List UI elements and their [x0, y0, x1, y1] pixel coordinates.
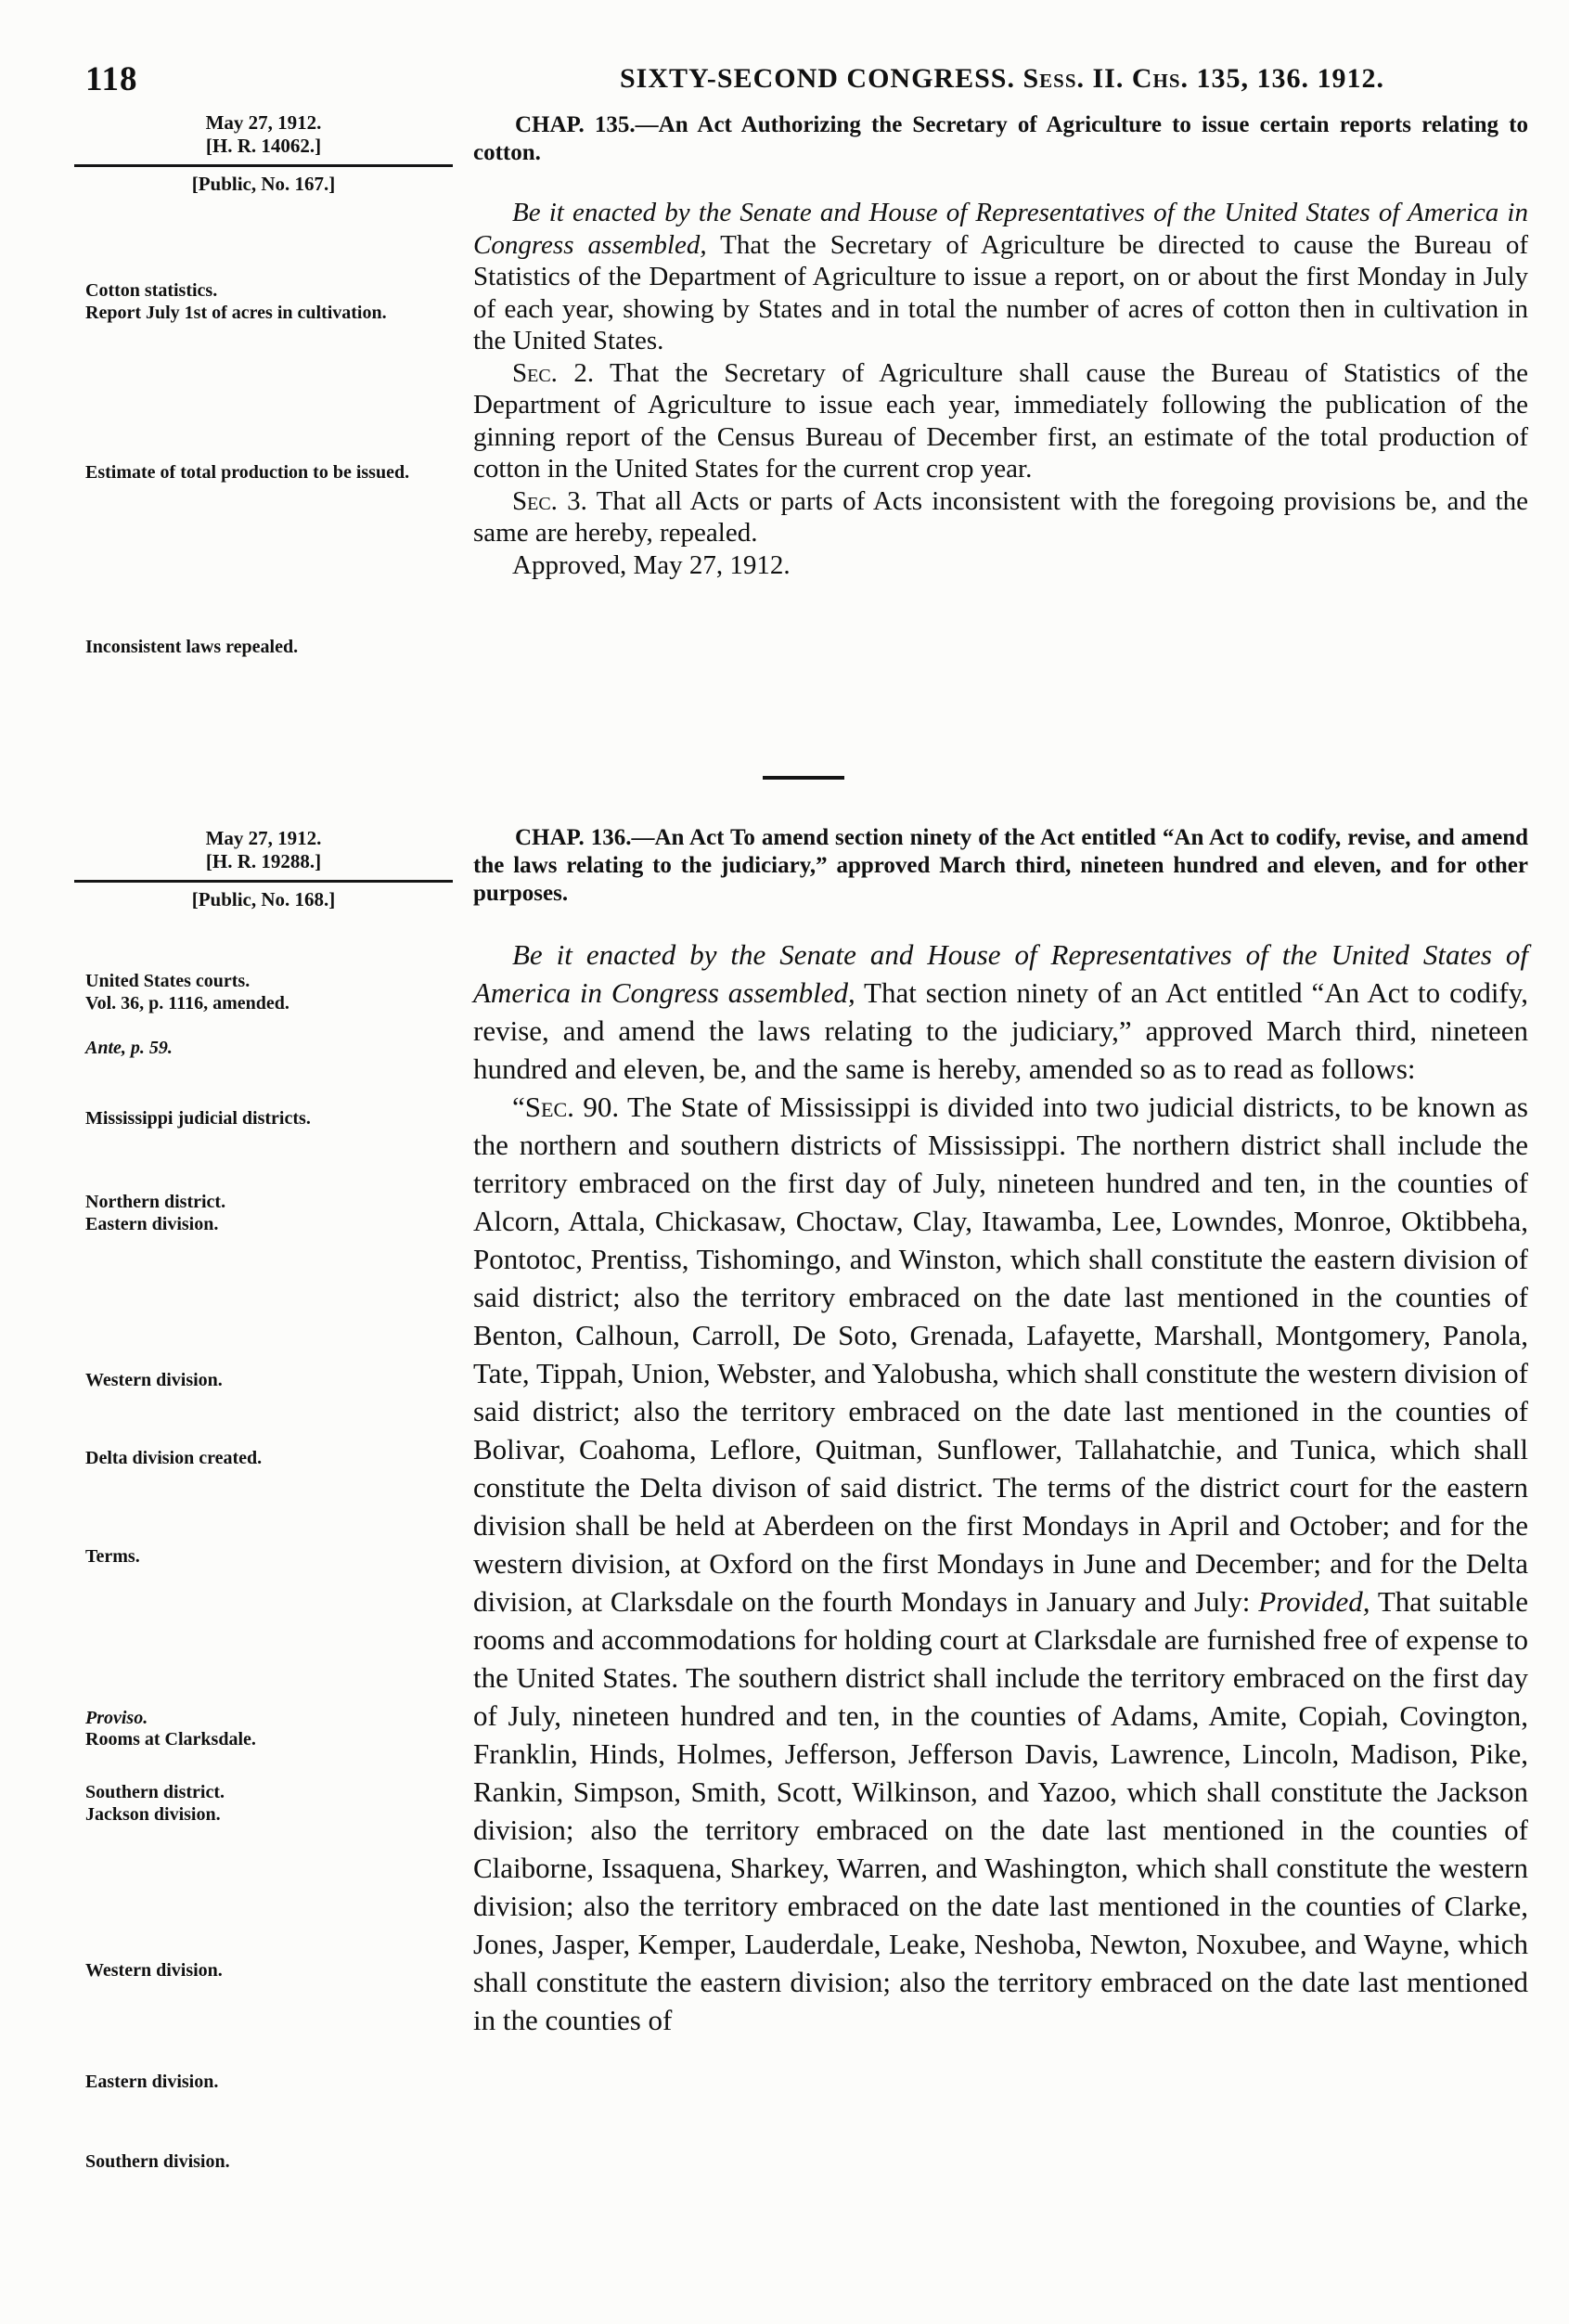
sidenote-rooms-clarksdale: Rooms at Clarksdale. — [85, 1729, 256, 1749]
sidenote-delta-created: Delta division created. — [85, 1448, 263, 1468]
act135-approved-line: Approved, May 27, 1912. — [512, 549, 791, 580]
act136-margin-ref — [74, 827, 453, 911]
margin-rule — [74, 164, 453, 167]
act135-margin-bill: [H. R. 14062.] — [205, 135, 322, 157]
sidenote-estimate-production: Estimate of total production to be issued. — [85, 462, 410, 483]
act135-section-2 — [473, 357, 1528, 485]
act135-margin-ref — [74, 111, 453, 196]
act135-enacting-paragraph — [473, 197, 1528, 357]
sidenote-ante-ref: Ante, p. 59. — [85, 1038, 173, 1058]
act135-sec2-text: That the Secretary of Agriculture shall cause the Bureau of Statistics of the Department of Agriculture to issue each year, immediately following the publication of the ginning report of the Census Bureau of December first, an estimate of the total production of cotton in the United States for the current crop year. — [473, 357, 1528, 484]
act135-sec3-label: Sec. 3. — [512, 485, 587, 516]
act135-sec3-text: That all Acts or parts of Acts inconsistent with the foregoing provisions be, and the same are hereby, repealed. — [473, 485, 1528, 548]
act136-margin-public-no: [Public, No. 168.] — [191, 888, 336, 910]
running-head: SIXTY-SECOND CONGRESS. Sess. II. Chs. 135, 136. 1912. — [619, 63, 1385, 94]
sidenote-southern-division: Southern division. — [85, 2151, 230, 2172]
page-number: 118 — [85, 60, 138, 98]
act136-enacting-paragraph — [473, 936, 1528, 1088]
sidenote-us-courts: United States courts. — [85, 971, 251, 991]
act135-body — [473, 197, 1528, 581]
act136-sec90-label: “Sec. 90. — [512, 1091, 620, 1123]
act135-enacting-formula: Be it enacted by the Senate and House of Representatives of the United States of America in Congress assembled, — [473, 198, 1528, 260]
act136-enacting-text: That section ninety of an Act entitled “An Act to codify, revise, and amend the laws relating to the judiciary,” approved March third, nineteen hundred and eleven, be, and the same is hereby, amended so as to read as follows: — [473, 976, 1528, 1085]
act136-body — [473, 936, 1528, 2039]
act136-margin-date: May 27, 1912. — [205, 827, 322, 849]
sidenote-southern-district: Southern district. — [85, 1782, 225, 1802]
sidenote-eastern-division-2: Eastern division. — [85, 2072, 219, 2092]
act136-heading: CHAP. 136.—An Act To amend section ninety of the Act entitled “An Act to codify, revise, and amend the laws relating to the judiciary,” approved March third, nineteen hundred and eleven, and for other purposes. — [473, 825, 1528, 906]
act135-heading: CHAP. 135.—An Act Authorizing the Secretary of Agriculture to issue certain reports relating to cotton. — [473, 112, 1528, 165]
act136-section-90 — [473, 1088, 1528, 2039]
act-divider-rule — [763, 776, 844, 780]
margin-rule — [74, 880, 453, 883]
act135-sec2-label: Sec. 2. — [512, 357, 595, 388]
sidenote-northern-district: Northern district. — [85, 1192, 226, 1212]
act136-margin-bill: [H. R. 19288.] — [205, 850, 322, 872]
act135-enacting-text: That the Secretary of Agriculture be directed to cause the Bureau of Statistics of the Department of Agriculture to issue a report, on or about the first Monday in July of each year, showing by States and in total the number of acres of cotton then in cultivation in the United States. — [473, 229, 1528, 355]
act135-margin-date: May 27, 1912. — [205, 111, 322, 134]
act136-sec90-text-2: That suitable rooms and accommodations for holding court at Clarksdale are furnished free of expense to the United States. The southern district shall include the territory embraced on the first day of July, nineteen hundred and ten, in the counties of Adams, Amite, Copiah, Covington, Franklin, Hinds, Holmes, Jefferson, Jefferson Davis, Lawrence, Lincoln, Madison, Pike, Rankin, Simpson, Smith, Scott, Wilkinson, and Yazoo, which shall constitute the Jackson division; also the territory embraced on the date last mentioned in the counties of Claiborne, Issaquena, Sharkey, Warren, and Washington, which shall constitute the western division; also the territory embraced on the date last mentioned in the counties of Clarke, Jones, Jasper, Kemper, Lauderdale, Leake, Neshoba, Newton, Noxubee, and Wayne, which shall constitute the eastern division; also the territory embraced on the date last mentioned in the counties of — [473, 1585, 1529, 2036]
sidenote-jackson-division: Jackson division. — [85, 1804, 221, 1825]
act136-sec90-text-1: The State of Mississippi is divided into two judicial districts, to be known as the northern and southern districts of Mississippi. The northern district shall include the territory embraced on the first day of July, nineteen hundred and ten, in the counties of Alcorn, Attala, Chickasaw, Choctaw, Clay, Itawamba, Lee, Lowndes, Monroe, Oktibbeha, Pontotoc, Prentiss, Tishomingo, and Winston, which shall constitute the eastern division of said district; also the territory embraced on the date last mentioned in the counties of Benton, Calhoun, Carroll, De Soto, Grenada, Lafayette, Marshall, Montgomery, Panola, Tate, Tippah, Union, Webster, and Yalobusha, which shall constitute the western division of said district; also the territory embraced on the date last mentioned in the counties of Bolivar, Coahoma, Leflore, Quitman, Sunflower, Tallahatchie, and Tunica, which shall constitute the Delta divison of said district. The terms of the district court for the eastern division shall be held at Aberdeen on the first Mondays in April and October; and for the western division, at Oxford on the first Mondays in June and December; and for the Delta division, at Clarksdale on the fourth Mondays in January and July: — [473, 1091, 1528, 1618]
sidenote-western-division-2: Western division. — [85, 1960, 223, 1981]
sidenote-proviso: Proviso. — [85, 1708, 148, 1728]
sidenote-report-july: Report July 1st of acres in cultivation. — [85, 303, 387, 323]
sidenote-western-division-1: Western division. — [85, 1370, 223, 1390]
sidenote-eastern-division-1: Eastern division. — [85, 1214, 219, 1234]
act136-enacting-formula: Be it enacted by the Senate and House of Representatives of the United States of America in Congress assembled, — [473, 938, 1528, 1009]
sidenote-inconsistent-laws: Inconsistent laws repealed. — [85, 637, 299, 657]
act135-margin-public-no: [Public, No. 167.] — [191, 173, 336, 195]
sidenote-cotton-statistics: Cotton statistics. — [85, 280, 218, 301]
sidenote-mississippi-districts: Mississippi judicial districts. — [85, 1108, 311, 1129]
act136-sec90-provided: Provided, — [1258, 1585, 1370, 1618]
sidenote-terms: Terms. — [85, 1546, 140, 1567]
sidenote-vol-ref: Vol. 36, p. 1116, amended. — [85, 993, 289, 1014]
act135-section-3 — [473, 485, 1528, 549]
